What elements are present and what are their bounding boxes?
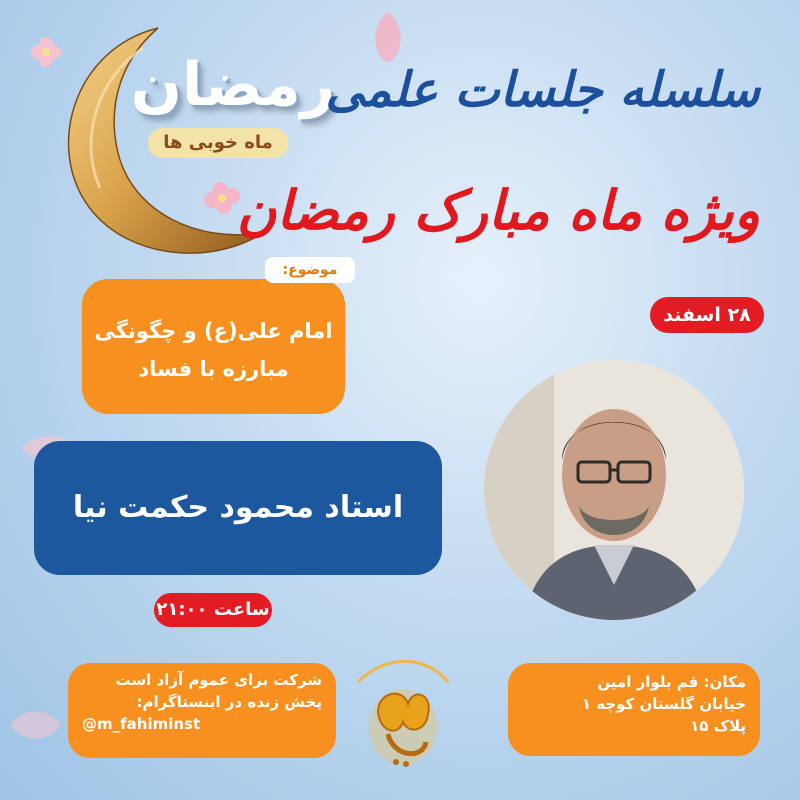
institute-logo-icon [348,642,458,772]
participation-line1: شرکت برای عموم آزاد است [115,671,322,689]
topic-label: موضوع: [265,257,355,283]
speaker-name: استاد محمود حکمت نیا [34,441,442,575]
topic-line2: مبارزه با فساد [138,356,289,381]
participation-box [68,663,336,758]
speaker-portrait-icon [484,360,744,620]
petal-decoration [8,705,63,745]
location-line1: مکان: قم بلوار امین [597,673,746,691]
ramadan-logo-title: رمضان [130,50,336,120]
date-badge: ۲۸ اسفند [650,297,764,333]
location-line2: خیابان گلستان کوچه ۱ [581,695,746,713]
location-line3: پلاک ۱۵ [690,717,746,735]
poster-title-line1: سلسله جلسات علمی [325,62,760,118]
instagram-handle: @m_fahiminst [82,715,201,733]
topic-box [82,279,345,414]
ramadan-logo-subtitle: ماه خوبی ها [148,128,288,158]
topic-line1: امام علی(ع) و چگونگی [94,318,333,343]
participation-line2: پخش زنده در اینستاگرام: [136,693,322,711]
time-badge: ساعت ۲۱:۰۰ [154,593,272,627]
location-box [508,663,760,756]
poster-title-line2: ویژه ماه مبارک رمضان [236,178,760,242]
speaker-photo [484,360,744,620]
petal-decoration [368,10,408,65]
